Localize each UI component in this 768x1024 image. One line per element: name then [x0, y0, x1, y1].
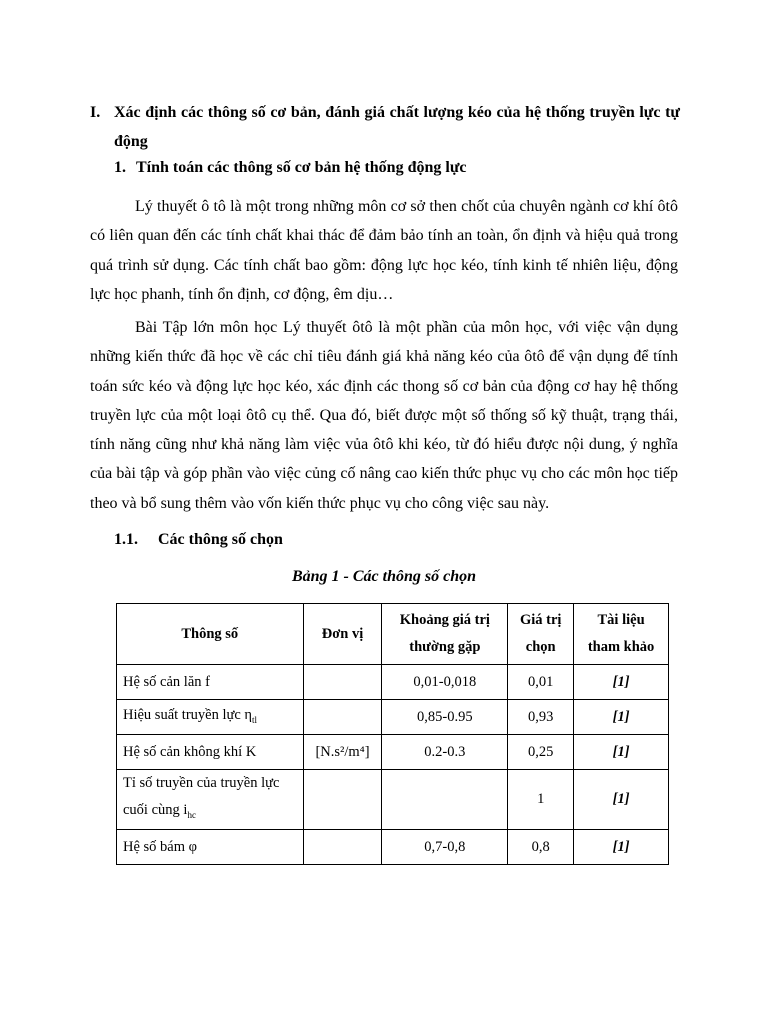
cell-range: [382, 770, 508, 830]
heading-level-1: [90, 98, 680, 156]
heading-level-2: [114, 156, 467, 180]
cell-chosen: 0,25: [508, 735, 574, 770]
cell-name: Hệ số bám φ: [117, 830, 304, 865]
cell-unit: [303, 665, 382, 700]
cell-unit: [N.s²/m⁴]: [303, 735, 382, 770]
header-range: Khoảng giá trị thường gặp: [382, 604, 508, 665]
cell-ref: [1]: [574, 770, 669, 830]
table-caption: Bảng 1 - Các thông số chọn: [291, 568, 477, 585]
heading-number: 1.: [114, 159, 126, 176]
cell-range: 0,01-0,018: [382, 665, 508, 700]
cell-name: Hệ số cản lăn f: [117, 665, 304, 700]
cell-chosen: 0,01: [508, 665, 574, 700]
heading-text: Các thông số chọn: [158, 531, 283, 548]
table-row: [117, 830, 669, 865]
cell-ref: [1]: [574, 700, 669, 735]
heading-number: 1.1.: [114, 531, 138, 548]
cell-chosen: 1: [508, 770, 574, 830]
cell-ref: [1]: [574, 735, 669, 770]
paragraph-intro: Lý thuyết ô tô là một trong những môn cơ sở then chốt của chuyên ngành cơ khí ôtô có liên quan đến các tính chất khai thác để đảm bảo tính an toàn, ổn định và hiệu quả trong quá trình sử dụng. Các tính chất bao gồm: động lực học kéo, tính kinh tế nhiên liệu, động lực học phanh, tính ổn định, cơ động, êm dịu…: [90, 198, 678, 303]
heading-level-3: [114, 528, 283, 552]
header-unit: Đơn vị: [303, 604, 382, 665]
table-row: [117, 700, 669, 735]
heading-number: I.: [90, 104, 101, 121]
cell-name: Hệ số cản không khí K: [117, 735, 304, 770]
parameters-table: [116, 603, 669, 865]
cell-chosen: 0,93: [508, 700, 574, 735]
cell-range: 0,85-0.95: [382, 700, 508, 735]
cell-chosen: 0,8: [508, 830, 574, 865]
table-row: [117, 770, 669, 830]
cell-unit: [303, 700, 382, 735]
header-chosen: Giá trị chọn: [508, 604, 574, 665]
cell-name: Tỉ số truyền của truyền lực cuối cùng $i_{hc}$: [117, 770, 304, 830]
header-param: Thông số: [117, 604, 304, 665]
table-row: [117, 735, 669, 770]
cell-unit: [303, 770, 382, 830]
table-row: [117, 665, 669, 700]
cell-ref: [1]: [574, 665, 669, 700]
cell-name: Hiệu suất truyền lực $\eta_{tl}$: [117, 700, 304, 735]
cell-range: 0.2-0.3: [382, 735, 508, 770]
cell-range: 0,7-0,8: [382, 830, 508, 865]
paragraph-purpose: Bài Tập lớn môn học Lý thuyết ôtô là một phần của môn học, với việc vận dụng những kiến thức đã học về các chỉ tiêu đánh giá khả năng kéo của ôtô để vận dụng để tính toán sức kéo và động lực học kéo, xác định các thong số cơ bản của động cơ hay hệ thống truyền lực của một loại ôtô cụ thể. Qua đó, biết được một số thống số kỹ thuật, trạng thái, tính năng cũng như khả năng làm việc vủa ôtô khi kéo, từ đó hiểu được nội dung, ý nghĩa của bài tập và góp phần vào việc củng cố nâng cao kiến thức phục vụ cho các môn học tiếp theo và bổ sung thêm vào vốn kiến thức phục vụ cho công việc sau này.: [90, 319, 678, 512]
heading-text: Tính toán các thông số cơ bản hệ thống động lực: [136, 159, 467, 176]
cell-unit: [303, 830, 382, 865]
heading-text: Xác định các thông số cơ bản, đánh giá chất lượng kéo của hệ thống truyền lực tự động: [114, 104, 680, 150]
table-header-row: [117, 604, 669, 665]
header-ref: Tài liệu tham khảo: [574, 604, 669, 665]
cell-ref: [1]: [574, 830, 669, 865]
